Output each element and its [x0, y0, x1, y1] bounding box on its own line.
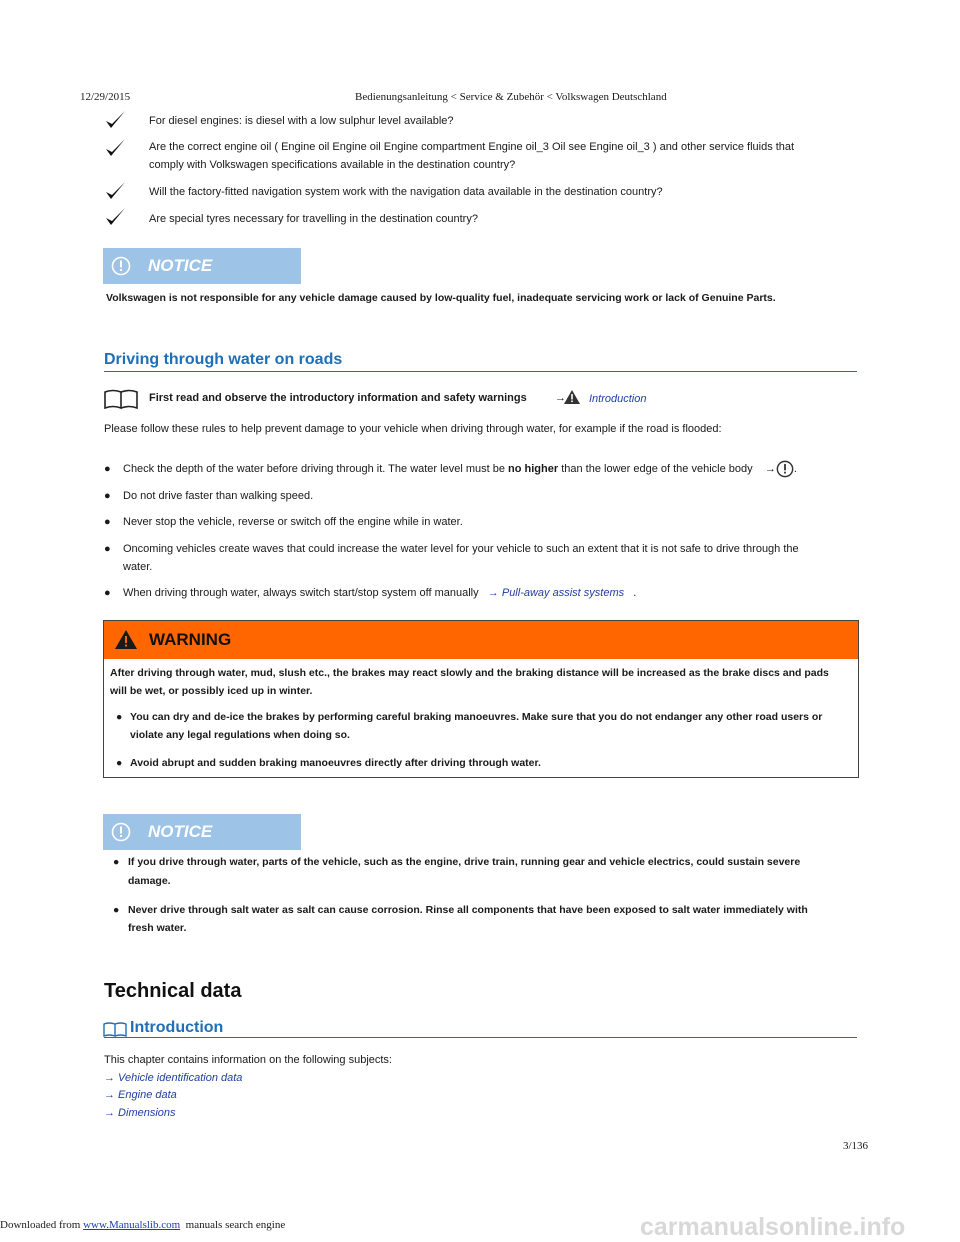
- bullet-text: Never stop the vehicle, reverse or switch off the engine while in water.: [123, 516, 463, 528]
- warning-header: [104, 621, 858, 659]
- warning-bullet: Avoid abrupt and sudden braking manoeuvres directly after driving through water.: [130, 757, 541, 769]
- bullet-end: .: [633, 587, 637, 599]
- check-icon: [104, 179, 128, 203]
- page-heading: Technical data: [104, 980, 242, 1002]
- dimensions-link[interactable]: → Dimensions: [104, 1107, 176, 1119]
- arrow: →: [764, 463, 776, 475]
- manualslib-link[interactable]: www.Manualslib.com: [83, 1219, 181, 1231]
- notice-header: [103, 248, 301, 284]
- page-number: 3/136: [843, 1140, 869, 1152]
- notice-label: NOTICE: [148, 256, 213, 275]
- notice-bullet-cont: fresh water.: [128, 922, 187, 934]
- header-date: 12/29/2015: [80, 91, 131, 103]
- warning-bullet-cont: violate any legal regulations when doing so.: [130, 729, 350, 741]
- chapter-text: This chapter contains information on the following subjects:: [104, 1054, 392, 1066]
- bullet-bold: no higher: [508, 463, 559, 475]
- notice-bullet-cont: damage.: [128, 875, 171, 887]
- warning-triangle-icon: [114, 629, 138, 650]
- introduction-link[interactable]: Introduction: [589, 393, 647, 405]
- notice-text: Volkswagen is not responsible for any vehicle damage caused by low-quality fuel, inadequate servicing work or lack of Genuine Parts.: [106, 292, 776, 304]
- warning-text-cont: will be wet, or possibly iced up in winter.: [110, 685, 313, 697]
- bullet-dot: ●: [116, 711, 123, 723]
- section-title: Introduction: [104, 1019, 857, 1038]
- notice-bullet: Never drive through salt water as salt can cause corrosion. Rinse all components that have been exposed to salt water immediately with: [128, 904, 808, 916]
- footer-prefix: Downloaded from: [0, 1219, 81, 1231]
- notice-icon: [776, 460, 794, 478]
- book-icon: [103, 388, 139, 410]
- bullet-dot: ●: [113, 856, 120, 868]
- read-first-text: First read and observe the introductory information and safety warnings: [149, 392, 527, 404]
- section-title: Driving through water on roads: [104, 351, 857, 372]
- intro-text: Please follow these rules to help prevent damage to your vehicle when driving through water, for example if the road is flooded:: [104, 423, 722, 435]
- header-title: Bedienungsanleitung < Service & Zubehör < Volkswagen Deutschland: [355, 91, 667, 103]
- bullet-end: .: [793, 463, 797, 475]
- checklist-item: Are the correct engine oil ( Engine oil Engine oil Engine compartment Engine oil_3 Oil see Engine oil_3 ) and other service fluids that: [149, 141, 795, 153]
- bullet-text: Oncoming vehicles create waves that could increase the water level for your vehicle to such an extent that it is not safe to drive through the: [123, 543, 799, 555]
- warning-triangle-icon: [563, 389, 581, 405]
- bullet-text: Do not drive faster than walking speed.: [123, 490, 314, 502]
- notice-icon: [111, 256, 131, 276]
- engine-data-link[interactable]: → Engine data: [104, 1089, 177, 1101]
- checklist-item: Are special tyres necessary for travelling in the destination country?: [149, 213, 478, 225]
- warning-box: [103, 620, 859, 778]
- warning-text: After driving through water, mud, slush etc., the brakes may react slowly and the braking distance will be increased as the brake discs and pads: [110, 667, 829, 679]
- notice-label: NOTICE: [148, 822, 213, 841]
- bullet-dot: ●: [113, 904, 120, 916]
- bullet-text: Check the depth of the water before driving through it. The water level must be: [123, 463, 505, 475]
- footer: [0, 1219, 285, 1231]
- bullet-text: When driving through water, always switch start/stop system off manually: [123, 587, 479, 599]
- check-icon: [104, 136, 128, 160]
- checklist-item: Will the factory-fitted navigation system work with the navigation data available in the destination country?: [149, 186, 663, 198]
- pull-away-link[interactable]: → Pull-away assist systems: [487, 587, 625, 599]
- watermark: carmanualsonline.info: [640, 1213, 906, 1241]
- notice-header: [103, 814, 301, 850]
- arrow: →: [555, 392, 566, 404]
- footer-suffix: manuals search engine: [185, 1219, 286, 1231]
- notice-icon: [111, 822, 131, 842]
- bullet-text: water.: [123, 561, 153, 573]
- vehicle-id-link[interactable]: → Vehicle identification data: [104, 1072, 243, 1084]
- notice-bullet: If you drive through water, parts of the vehicle, such as the engine, drive train, running gear and vehicle electrics, could sustain severe: [128, 856, 801, 868]
- checklist-item-cont: comply with Volkswagen specifications available in the destination country?: [149, 159, 516, 171]
- checklist-item: For diesel engines: is diesel with a low sulphur level available?: [149, 115, 454, 127]
- check-icon: [104, 205, 128, 229]
- bullet-text: than the lower edge of the vehicle body: [561, 463, 753, 475]
- check-icon: [104, 108, 128, 132]
- warning-label: WARNING: [149, 630, 232, 649]
- warning-bullet: You can dry and de-ice the brakes by performing careful braking manoeuvres. Make sure that you do not endanger any other road users or: [130, 711, 823, 723]
- bullet-dot: ●: [116, 757, 123, 769]
